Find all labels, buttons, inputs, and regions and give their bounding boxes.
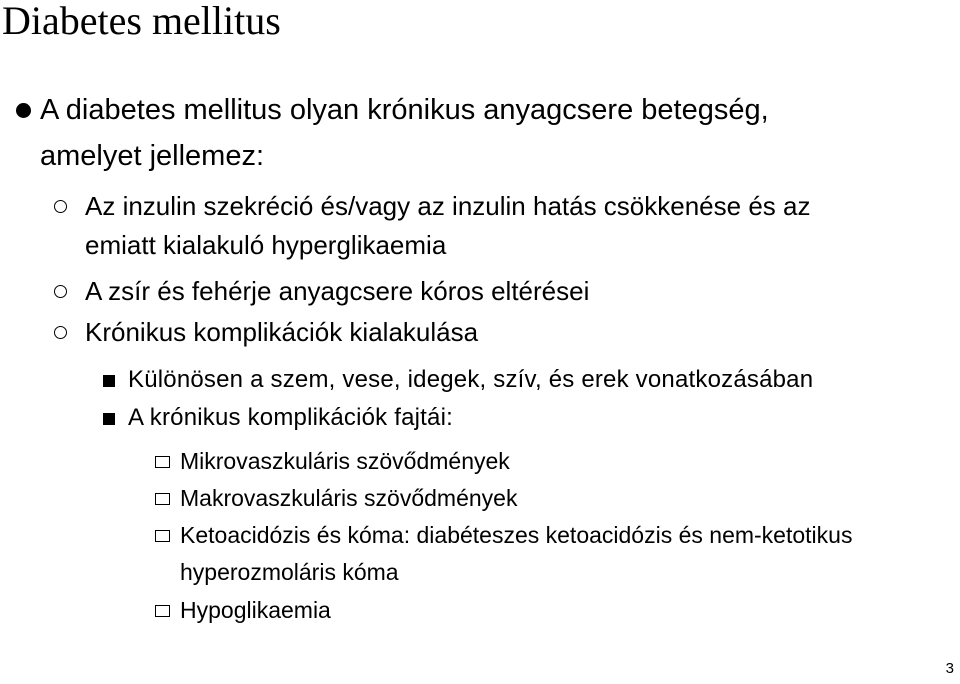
- hollow-circle-bullet-icon: [54, 326, 67, 339]
- hollow-square-bullet-icon: [155, 530, 170, 542]
- bullet-l3-1: Különösen a szem, vese, idegek, szív, és erek vonatkozásában: [128, 366, 814, 393]
- bullet-l2-1-line1: Az inzulin szekréció és/vagy az inzulin hatás csökkenése és az: [85, 191, 811, 221]
- bullet-l2-2: A zsír és fehérje anyagcsere kóros eltérései: [85, 276, 590, 306]
- bullet-l1-line2: amelyet jellemez:: [40, 140, 265, 172]
- hollow-circle-bullet-icon: [54, 200, 67, 213]
- hollow-square-bullet-icon: [155, 456, 170, 468]
- filled-square-bullet-icon: [103, 413, 115, 425]
- filled-square-bullet-icon: [103, 375, 115, 387]
- hollow-square-bullet-icon: [155, 605, 170, 617]
- bullet-l4-1: Mikrovaszkuláris szövődmények: [180, 448, 510, 474]
- bullet-l3-2: A krónikus komplikációk fajtái:: [128, 404, 453, 431]
- hollow-circle-bullet-icon: [54, 285, 67, 298]
- bullet-l2-1-line2: emiatt kialakuló hyperglikaemia: [85, 230, 447, 260]
- bullet-l4-2: Makrovaszkuláris szövődmények: [180, 485, 518, 511]
- bullet-l4-4: Hypoglikaemia: [180, 597, 331, 623]
- slide-title: Diabetes mellitus: [2, 0, 281, 43]
- bullet-l4-3-line2: hyperozmoláris kóma: [180, 559, 399, 585]
- bullet-l2-3: Krónikus komplikációk kialakulása: [85, 317, 479, 347]
- hollow-square-bullet-icon: [155, 493, 170, 505]
- page-number: 3: [945, 660, 954, 677]
- filled-circle-bullet-icon: [16, 103, 31, 118]
- bullet-l4-3-line1: Ketoacidózis és kóma: diabéteszes ketoacidózis és nem-ketotikus: [180, 522, 853, 548]
- bullet-l1-line1: A diabetes mellitus olyan krónikus anyagcsere betegség,: [40, 94, 769, 126]
